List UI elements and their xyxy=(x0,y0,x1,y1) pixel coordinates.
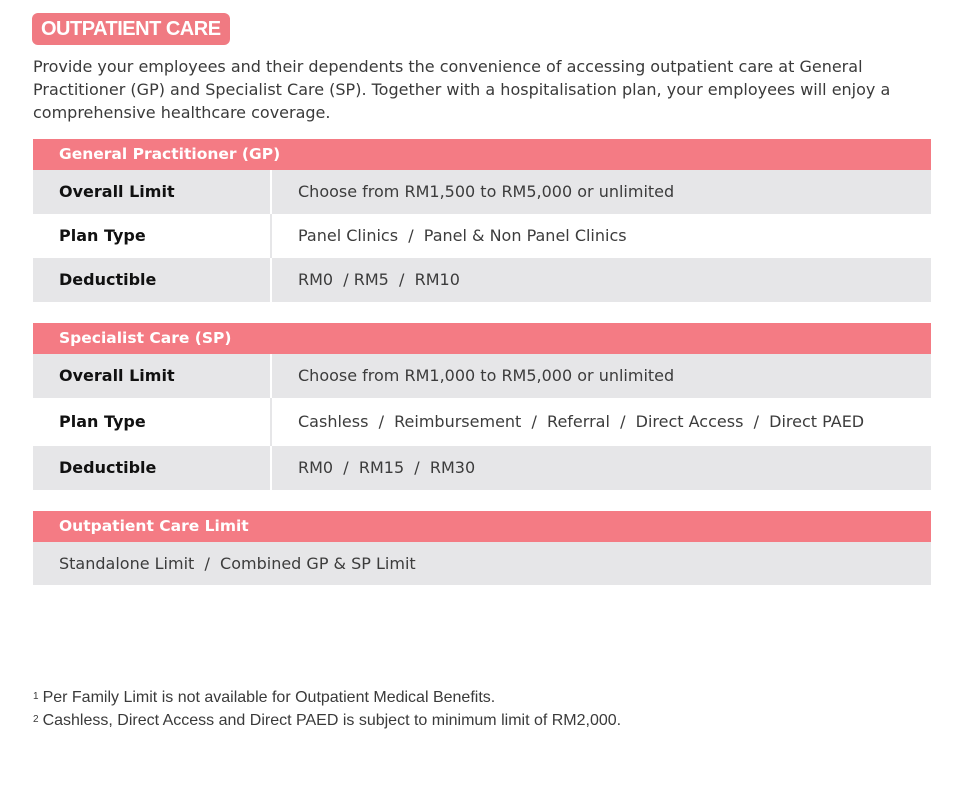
row-label: Overall Limit xyxy=(33,354,272,398)
sp-table xyxy=(33,323,931,490)
table-row xyxy=(33,214,931,258)
footnote-text: Per Family Limit is not available for Outpatient Medical Benefits. xyxy=(42,689,496,706)
row-label: Overall Limit xyxy=(33,170,272,214)
footnote-text: Cashless, Direct Access and Direct PAED is subject to minimum limit of RM2,000. xyxy=(42,712,622,729)
sp-table-header: Specialist Care (SP) xyxy=(33,323,931,354)
footnote-mark: 1 xyxy=(33,691,39,702)
row-value: Panel Clinics / Panel & Non Panel Clinics xyxy=(298,226,627,245)
table-row xyxy=(33,258,931,302)
footnotes xyxy=(33,686,621,732)
row-value: RM0 / RM5 / RM10 xyxy=(298,270,460,289)
table-row xyxy=(33,398,931,446)
row-value: Cashless / Reimbursement / Referral / Direct Access / Direct PAED xyxy=(298,412,865,431)
gp-table-header: General Practitioner (GP) xyxy=(33,139,931,170)
row-label: Plan Type xyxy=(33,398,272,446)
footnote-mark: 2 xyxy=(33,714,39,725)
gp-table xyxy=(33,139,931,302)
footnote xyxy=(33,686,621,709)
limit-table-header: Outpatient Care Limit xyxy=(33,511,931,542)
table-row xyxy=(33,170,931,214)
section-badge: OUTPATIENT CARE xyxy=(32,13,230,45)
intro-paragraph: Provide your employees and their dependents the convenience of accessing outpatient care at General Practitioner (GP) and Specialist Care (SP). Together with a hospitalisation plan, your employees will enjoy a comprehensive healthcare coverage. xyxy=(33,57,891,122)
row-label: Deductible xyxy=(33,258,272,302)
row-value: Choose from RM1,000 to RM5,000 or unlimited xyxy=(298,366,675,385)
row-label: Deductible xyxy=(33,446,272,490)
row-value: RM0 / RM15 / RM30 xyxy=(298,458,476,477)
footnote xyxy=(33,709,621,732)
limit-value: Standalone Limit / Combined GP & SP Limit xyxy=(33,542,931,585)
row-value: Choose from RM1,500 to RM5,000 or unlimited xyxy=(298,182,675,201)
row-label: Plan Type xyxy=(33,214,272,258)
table-row xyxy=(33,354,931,398)
table-row xyxy=(33,446,931,490)
limit-table xyxy=(33,511,931,585)
